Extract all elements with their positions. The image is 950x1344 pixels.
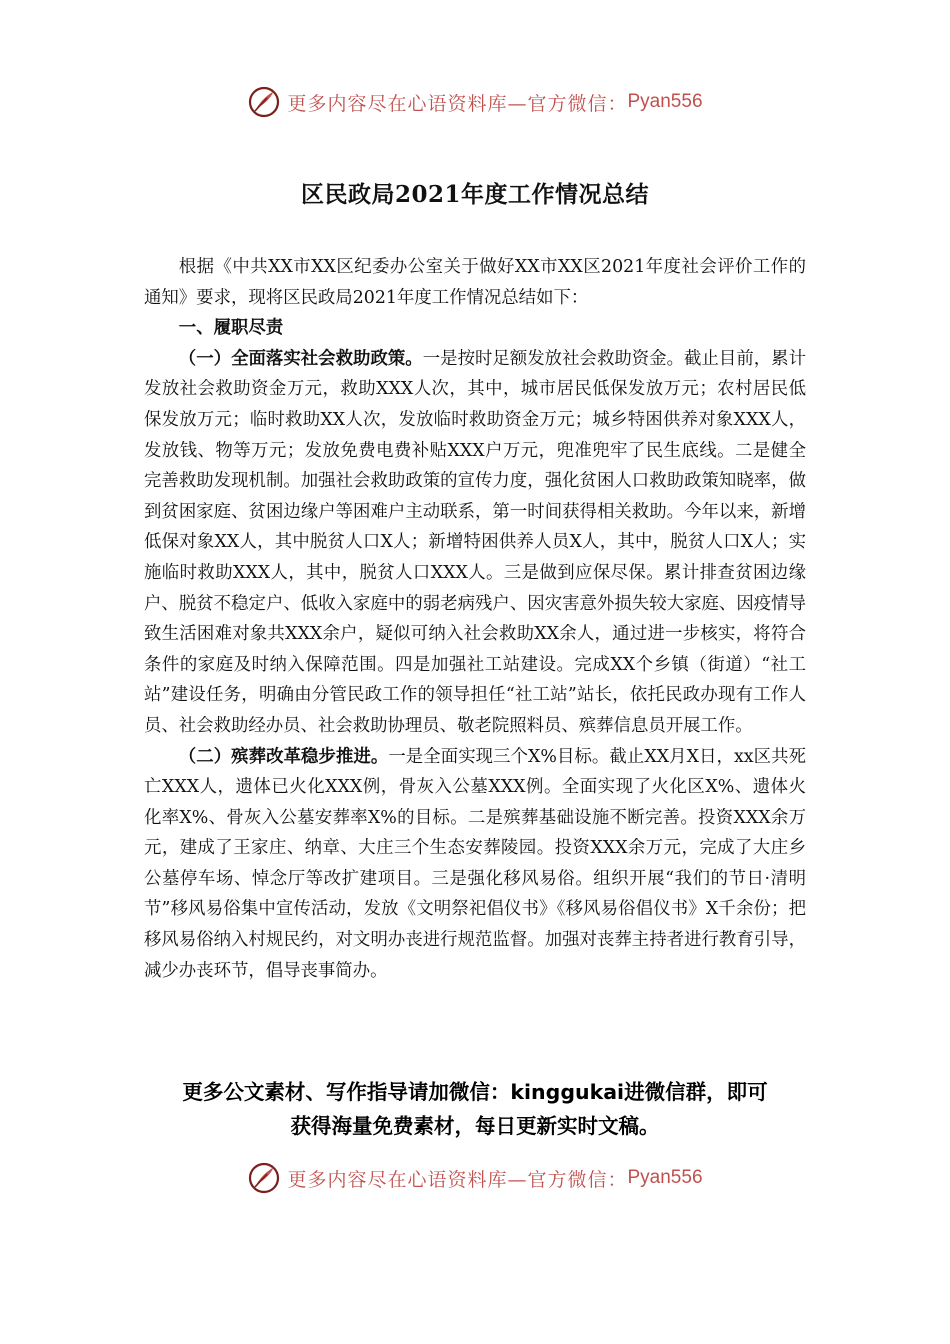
banner-text: 更多内容尽在心语资料库—官方微信： <box>287 92 628 115</box>
subsection-paragraph <box>144 742 806 987</box>
header-banner <box>0 82 950 122</box>
footer-banner <box>0 1158 950 1198</box>
promo-line: 更多公文素材、写作指导请加微信：kinggukai进微信群，即可 <box>182 1080 768 1104</box>
banner-wechat-handle: Pyan556 <box>627 1167 703 1188</box>
subsection-heading: （一）全面落实社会救助政策。 <box>178 348 423 369</box>
subsection-paragraph <box>144 344 806 742</box>
promo-line: 获得海量免费素材，每日更新实时文稿。 <box>290 1114 660 1138</box>
document-title: 区民政局2021年度工作情况总结 <box>300 181 649 208</box>
document-body <box>144 252 806 986</box>
promo-notice <box>120 1075 830 1143</box>
subsection-heading: （二）殡葬改革稳步推进。 <box>178 746 389 767</box>
subsection-body: 一是按时足额发放社会救助资金。截止目前，累计发放社会救助资金万元，救助XXX人次，其中，城市居民低保发放万元；农村居民低保发放万元；临时救助XX人次，发放临时救助资金万元；城乡特困供养对象XXX人，发放钱、物等万元；发放免费电费补贴XXX户万元，兜准兜牢了民生底线。二是健全完善救助发现机制。加强社会救助政策的宣传力度，强化贫困人口救助政策知晓率，做到贫困家庭、贫困边缘户等困难户主动联系，第一时间获得相关救助。今年以来，新增低保对象XX人，其中脱贫人口X人；新增特困供养人员X人，其中，脱贫人口X人；实施临时救助XXX人，其中，脱贫人口XXX人。三是做到应保尽保。累计排查贫困边缘户、脱贫不稳定户、低收入家庭中的弱老病残户、因灾害意外损失较大家庭、因疫情导致生活困难对象共XXX余户，疑似可纳入社会救助XX余人，通过进一步核实，将符合条件的家庭及时纳入保障范围。四是加强社工站建设。完成XX个乡镇（街道）“社工站”建设任务，明确由分管民政工作的领导担任“社工站”站长，依托民政办现有工作人员、社会救助经办员、社会救助协理员、敬老院照料员、殡葬信息员开展工作。 <box>144 348 806 736</box>
banner-text: 更多内容尽在心语资料库—官方微信： <box>287 1168 628 1191</box>
subsection-body: 一是全面实现三个X%目标。截止XX月X日，xx区共死亡XXX人，遗体已火化XXX例，骨灰入公墓XXX例。全面实现了火化区X%、遗体火化率X%、骨灰入公墓安葬率X%的目标。二是殡葬基础设施不断完善。投资XXX余万元，建成了王家庄、纳章、大庄三个生态安葬陵园。投资XXX余万元，完成了大庄乡公墓停车场、悼念厅等改扩建项目。三是强化移风易俗。组织开展“我们的节日·清明节”移风易俗集中宣传活动，发放《文明祭祀倡仪书》《移风易俗倡仪书》X千余份；把移风易俗纳入村规民约，对文明办丧进行规范监督。加强对丧葬主持者进行教育引导，减少办丧环节，倡导丧事简办。 <box>144 746 806 981</box>
intro-paragraph: 根据《中共XX市XX区纪委办公室关于做好XX市XX区2021年度社会评价工作的通知》要求，现将区民政局2021年度工作情况总结如下： <box>144 257 806 308</box>
quill-logo-icon <box>247 1161 281 1195</box>
section-heading: 一、履职尽责 <box>178 318 284 339</box>
banner-wechat-handle: Pyan556 <box>627 91 703 112</box>
quill-logo-icon <box>247 85 281 119</box>
